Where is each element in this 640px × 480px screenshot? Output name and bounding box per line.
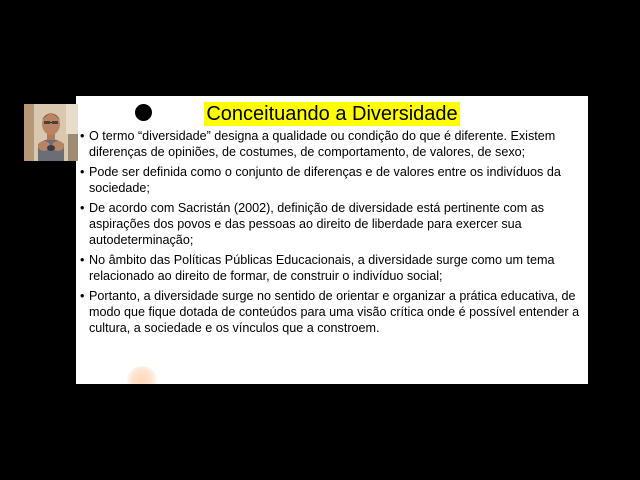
bullet-list [80, 128, 580, 340]
webcam-thumbnail [24, 104, 78, 161]
bullet-item: • No âmbito das Políticas Públicas Educacionais, a diversidade surge como um tema relacionado ao direito de formar, de construir o indivíduo social; [80, 252, 580, 285]
presentation-slide [76, 96, 588, 384]
slide-title: Conceituando a Diversidade [206, 103, 458, 125]
bullet-item: • O termo “diversidade” designa a qualidade ou condição do que é diferente. Existem diferenças de opiniões, de costumes, de comportamento, de valores, de sexo; [80, 128, 580, 161]
slide-title-container [76, 102, 588, 126]
presenter-video [24, 104, 78, 161]
laser-pointer-glow [127, 366, 157, 384]
bullet-item: • De acordo com Sacristán (2002), definição de diversidade está pertinente com as aspirações dos povos e das pessoas ao direito de liberdade para exercer sua autodeterminação; [80, 200, 580, 249]
bullet-item: • Portanto, a diversidade surge no sentido de orientar e organizar a prática educativa, de modo que fique dotada de conteúdos para uma visão crítica onde é possível entender a cultura, a sociedade e os vínculos que a constroem. [80, 288, 580, 337]
bullet-item: • Pode ser definida como o conjunto de diferenças e de valores entre os indivíduos da sociedade; [80, 164, 580, 197]
